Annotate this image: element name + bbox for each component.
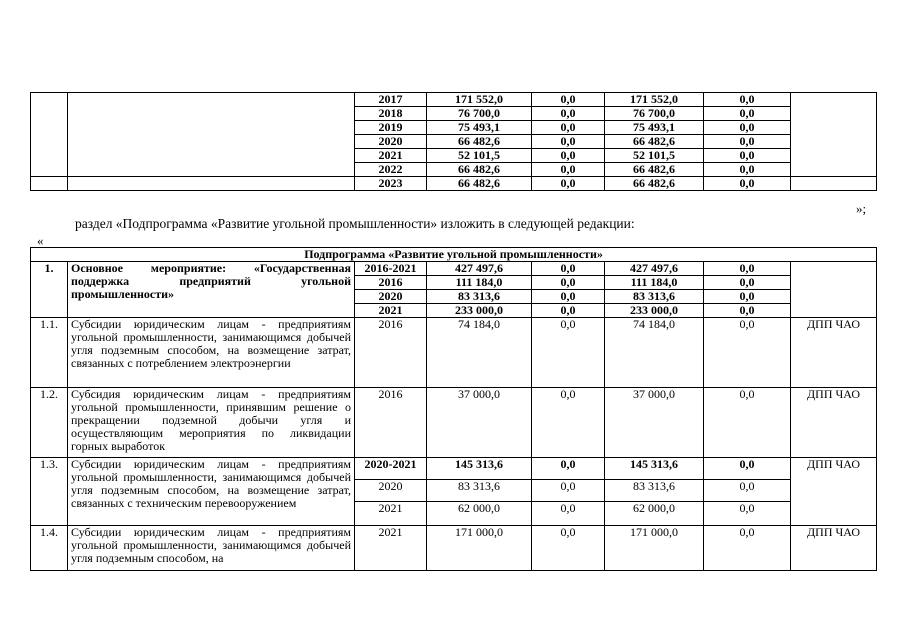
reg-cell: 37 000,0 [605, 388, 704, 458]
year-cell: 2018 [355, 107, 427, 121]
total-cell: 66 482,6 [427, 177, 532, 191]
table-row [31, 177, 877, 191]
fed-cell: 0,0 [532, 149, 605, 163]
exec-cell [791, 93, 877, 177]
exec-cell [791, 262, 877, 318]
fed-cell: 0,0 [532, 107, 605, 121]
reg-cell: 233 000,0 [605, 304, 704, 318]
reg-cell: 171 552,0 [605, 93, 704, 107]
section-header: Подпрограмма «Развитие угольной промышленности» [31, 248, 877, 262]
top-table [30, 92, 877, 191]
reg-cell: 171 000,0 [605, 526, 704, 571]
other-cell: 0,0 [704, 480, 791, 502]
other-cell: 0,0 [704, 526, 791, 571]
reg-cell: 52 101,5 [605, 149, 704, 163]
year-cell: 2016-2021 [355, 262, 427, 276]
desc-cell: Субсидии юридическим лицам - предприятиям угольной промышленности, занимающимся добычей угля подземным способом, на возмещение затрат, связанных с потреблением электроэнергии [68, 318, 355, 388]
num-cell: 1. [31, 262, 68, 318]
fed-cell: 0,0 [532, 93, 605, 107]
other-cell: 0,0 [704, 276, 791, 290]
main-event-line: поддержка предприятий угольной [71, 274, 351, 288]
fed-cell: 0,0 [532, 163, 605, 177]
total-cell: 66 482,6 [427, 163, 532, 177]
other-cell: 0,0 [704, 135, 791, 149]
total-cell: 171 000,0 [427, 526, 532, 571]
instruction-paragraph: раздел «Подпрограмма «Развитие угольной промышленности» изложить в следующей редакции: [75, 216, 635, 231]
fed-cell: 0,0 [532, 290, 605, 304]
fed-cell: 0,0 [532, 262, 605, 276]
fed-cell: 0,0 [532, 502, 605, 526]
fed-cell: 0,0 [532, 458, 605, 480]
reg-cell: 66 482,6 [605, 163, 704, 177]
main-event-line: Основное мероприятие: «Государственная [71, 261, 351, 275]
table-row [31, 458, 877, 480]
fed-cell: 0,0 [532, 480, 605, 502]
num-cell [31, 177, 68, 191]
reg-cell: 62 000,0 [605, 502, 704, 526]
other-cell: 0,0 [704, 388, 791, 458]
reg-cell: 145 313,6 [605, 458, 704, 480]
reg-cell: 74 184,0 [605, 318, 704, 388]
year-cell: 2016 [355, 318, 427, 388]
desc-cell: Субсидии юридическим лицам - предприятиям угольной промышленности, занимающимся добычей угля подземным способом, на возмещение затрат, связанных с техническим перевооружением [68, 458, 355, 526]
year-cell: 2020-2021 [355, 458, 427, 480]
fed-cell: 0,0 [532, 388, 605, 458]
year-cell: 2021 [355, 304, 427, 318]
num-cell: 1.4. [31, 526, 68, 571]
fed-cell: 0,0 [532, 135, 605, 149]
other-cell: 0,0 [704, 177, 791, 191]
desc-cell [68, 93, 355, 177]
other-cell: 0,0 [704, 290, 791, 304]
fed-cell: 0,0 [532, 304, 605, 318]
reg-cell: 427 497,6 [605, 262, 704, 276]
closing-quote: »; [856, 201, 867, 216]
main-event-line: промышленности» [71, 287, 175, 301]
year-cell: 2020 [355, 480, 427, 502]
table-row [31, 318, 877, 388]
fed-cell: 0,0 [532, 318, 605, 388]
other-cell: 0,0 [704, 163, 791, 177]
total-cell: 83 313,6 [427, 480, 532, 502]
reg-cell: 66 482,6 [605, 177, 704, 191]
fed-cell: 0,0 [532, 177, 605, 191]
total-cell: 37 000,0 [427, 388, 532, 458]
other-cell: 0,0 [704, 262, 791, 276]
year-cell: 2019 [355, 121, 427, 135]
year-cell: 2021 [355, 149, 427, 163]
total-cell: 66 482,6 [427, 135, 532, 149]
fed-cell: 0,0 [532, 121, 605, 135]
year-cell: 2022 [355, 163, 427, 177]
section-header-row [31, 248, 877, 262]
fed-cell: 0,0 [532, 276, 605, 290]
reg-cell: 83 313,6 [605, 290, 704, 304]
main-event-name [68, 262, 355, 318]
other-cell: 0,0 [704, 149, 791, 163]
total-cell: 233 000,0 [427, 304, 532, 318]
year-cell: 2021 [355, 526, 427, 571]
reg-cell: 76 700,0 [605, 107, 704, 121]
total-cell: 427 497,6 [427, 262, 532, 276]
total-cell: 145 313,6 [427, 458, 532, 480]
year-cell: 2016 [355, 276, 427, 290]
total-cell: 52 101,5 [427, 149, 532, 163]
num-cell: 1.2. [31, 388, 68, 458]
other-cell: 0,0 [704, 304, 791, 318]
reg-cell: 66 482,6 [605, 135, 704, 149]
exec-cell [791, 177, 877, 191]
desc-cell: Субсидии юридическим лицам - предприятиям угольной промышленности, занимающимся добычей угля подземным способом, на [68, 526, 355, 571]
reg-cell: 83 313,6 [605, 480, 704, 502]
total-cell: 74 184,0 [427, 318, 532, 388]
num-cell: 1.1. [31, 318, 68, 388]
year-cell: 2023 [355, 177, 427, 191]
desc-cell: Субсидия юридическим лицам - предприятиям угольной промышленности, принявшим решение о прекращении подземной добычи угля и осуществляющим мероприятия по ликвидации горных выработок [68, 388, 355, 458]
other-cell: 0,0 [704, 121, 791, 135]
fed-cell: 0,0 [532, 526, 605, 571]
subprogram-table [30, 247, 877, 571]
total-cell: 76 700,0 [427, 107, 532, 121]
reg-cell: 111 184,0 [605, 276, 704, 290]
other-cell: 0,0 [704, 318, 791, 388]
year-cell: 2020 [355, 135, 427, 149]
num-cell: 1.3. [31, 458, 68, 526]
total-cell: 75 493,1 [427, 121, 532, 135]
reg-cell: 75 493,1 [605, 121, 704, 135]
exec-cell: ДПП ЧАО [791, 458, 877, 526]
year-cell: 2020 [355, 290, 427, 304]
num-cell [31, 93, 68, 177]
table-row [31, 526, 877, 571]
other-cell: 0,0 [704, 107, 791, 121]
other-cell: 0,0 [704, 502, 791, 526]
opening-quote: « [37, 233, 44, 248]
total-cell: 62 000,0 [427, 502, 532, 526]
exec-cell: ДПП ЧАО [791, 318, 877, 388]
table-row [31, 388, 877, 458]
year-cell: 2021 [355, 502, 427, 526]
total-cell: 111 184,0 [427, 276, 532, 290]
table-row [31, 93, 877, 107]
year-cell: 2016 [355, 388, 427, 458]
table-row [31, 262, 877, 276]
desc-cell [68, 177, 355, 191]
exec-cell: ДПП ЧАО [791, 526, 877, 571]
exec-cell: ДПП ЧАО [791, 388, 877, 458]
other-cell: 0,0 [704, 93, 791, 107]
other-cell: 0,0 [704, 458, 791, 480]
year-cell: 2017 [355, 93, 427, 107]
total-cell: 171 552,0 [427, 93, 532, 107]
total-cell: 83 313,6 [427, 290, 532, 304]
